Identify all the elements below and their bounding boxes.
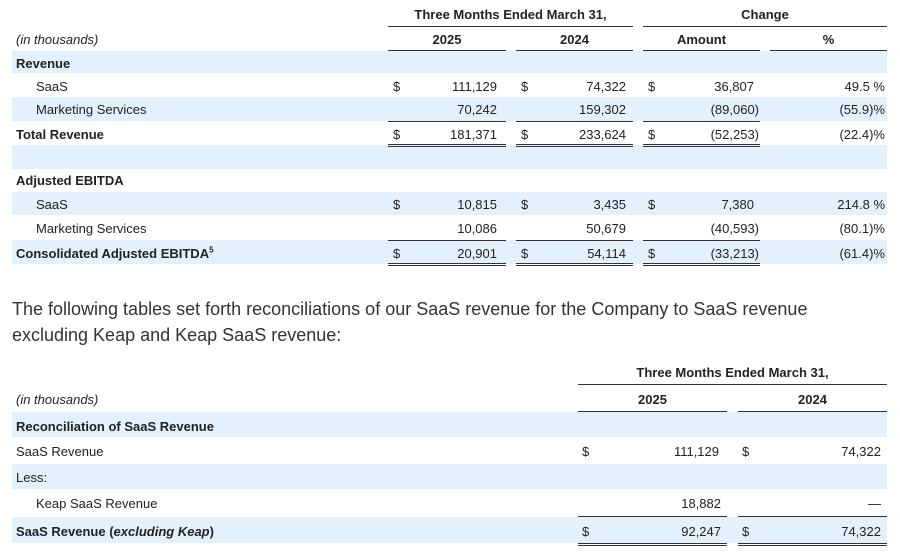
value-2025: 181,371: [450, 127, 497, 142]
subtotal-rule: [738, 516, 887, 517]
col-rule: [643, 50, 760, 51]
currency-sign: $: [393, 246, 401, 261]
value-2025: 70,242: [457, 102, 497, 117]
excl-label-italic: excluding Keap: [113, 524, 210, 539]
total-rule: [388, 144, 506, 147]
col-rule: [578, 411, 727, 412]
value-amount: (33,213): [710, 246, 759, 261]
value-2025: 10,086: [457, 221, 497, 236]
total-rule: [516, 144, 633, 147]
currency-sign: $: [393, 127, 401, 142]
value-2024: 50,679: [586, 221, 626, 236]
value-amount: (89,060): [710, 102, 759, 117]
currency-sign: $: [648, 246, 656, 261]
value-2025: 111,129: [451, 79, 497, 94]
value-2024: 54,114: [587, 246, 626, 261]
total-rule: [516, 263, 633, 266]
header-rule: [643, 26, 887, 27]
total-rule: [578, 543, 727, 546]
currency-sign: $: [521, 246, 529, 261]
subtotal-rule: [388, 240, 506, 241]
row-label: Marketing Services: [36, 221, 147, 236]
col-rule: [738, 411, 887, 412]
ebitda-section-label: Adjusted EBITDA: [16, 173, 124, 188]
value-2024: 74,322: [841, 524, 881, 539]
currency-sign: $: [648, 197, 656, 212]
row-band: [12, 145, 887, 169]
subtotal-rule: [516, 240, 633, 241]
value-2025: 10,815: [457, 197, 497, 212]
currency-sign: $: [648, 127, 656, 142]
value-pct: (22.4)%: [839, 127, 885, 142]
currency-sign: $: [521, 79, 529, 94]
currency-sign: $: [521, 197, 529, 212]
currency-sign: $: [742, 444, 750, 459]
total-rule: [388, 263, 506, 266]
row-label: Total Revenue: [16, 127, 104, 142]
row-label: Marketing Services: [36, 102, 147, 117]
value-2025: 18,882: [681, 496, 721, 511]
row-label: [16, 524, 214, 539]
period-header: Three Months Ended March 31,: [414, 7, 607, 22]
row-band: [12, 464, 887, 489]
subtotal-rule: [578, 516, 727, 517]
subtotal-rule: [643, 121, 760, 122]
col-2025-header: 2025: [432, 32, 462, 47]
total-rule: [643, 263, 760, 266]
col-2024-header: 2024: [798, 392, 827, 407]
header-rule: [578, 384, 887, 385]
currency-sign: $: [582, 524, 590, 539]
value-amount: 7,380: [721, 197, 754, 212]
value-2025: 111,129: [673, 444, 719, 459]
row-label: SaaS: [36, 79, 68, 94]
value-pct: 49.5 %: [844, 79, 885, 94]
excl-label-end: ): [209, 524, 214, 539]
change-header: Change: [741, 7, 789, 22]
value-2024: 3,435: [593, 197, 626, 212]
col-rule: [516, 50, 633, 51]
row-label: SaaS: [36, 197, 68, 212]
reconciliation-section-label: Reconciliation of SaaS Revenue: [16, 419, 214, 434]
value-2024: 233,624: [579, 127, 626, 142]
less-label: Less:: [16, 470, 48, 485]
value-2025: 20,901: [457, 246, 497, 261]
value-2024: —: [868, 496, 881, 511]
total-rule: [643, 144, 760, 147]
currency-sign: $: [393, 79, 401, 94]
row-label: [16, 246, 214, 261]
revenue-section-label: Revenue: [16, 56, 71, 71]
subtotal-rule: [388, 121, 506, 122]
currency-sign: $: [393, 197, 401, 212]
value-pct: 214.8 %: [837, 197, 885, 212]
currency-sign: $: [521, 127, 529, 142]
value-2024: 159,302: [579, 102, 626, 117]
value-pct: (55.9)%: [839, 102, 885, 117]
currency-sign: $: [648, 79, 656, 94]
footnote-marker: 5: [209, 245, 214, 255]
value-pct: (80.1)%: [839, 221, 885, 236]
units-label: (in thousands): [16, 32, 99, 47]
col-2024-header: 2024: [560, 32, 589, 47]
subtotal-rule: [643, 240, 760, 241]
col-rule: [388, 50, 506, 51]
cons-ebitda-label: Consolidated Adjusted EBITDA: [16, 246, 210, 261]
currency-sign: $: [582, 444, 590, 459]
excl-label-main: SaaS Revenue (: [16, 524, 114, 539]
subtotal-rule: [516, 121, 633, 122]
value-amount: (40,593): [710, 221, 759, 236]
total-rule: [738, 543, 887, 546]
row-band: [12, 51, 887, 73]
period-header: Three Months Ended March 31,: [636, 365, 829, 380]
reconciliation-intro-paragraph: The following tables set forth reconciliations of our SaaS revenue for the Company to SaaS revenue excluding Keap and Keap SaaS revenue:: [12, 299, 808, 345]
col-rule: [770, 50, 887, 51]
currency-sign: $: [742, 524, 750, 539]
value-2025: 92,247: [681, 524, 721, 539]
value-2024: 74,322: [841, 444, 881, 459]
col-2025-header: 2025: [638, 392, 667, 407]
value-pct: (61.4)%: [839, 246, 885, 261]
units-label: (in thousands): [16, 392, 99, 407]
value-amount: (52,253): [710, 127, 759, 142]
row-label: SaaS Revenue: [16, 444, 104, 459]
col-pct-header: %: [822, 32, 835, 47]
value-amount: 36,807: [714, 79, 754, 94]
col-amount-header: Amount: [676, 32, 727, 47]
header-rule: [388, 26, 633, 27]
row-label: Keap SaaS Revenue: [36, 496, 158, 511]
value-2024: 74,322: [586, 79, 626, 94]
